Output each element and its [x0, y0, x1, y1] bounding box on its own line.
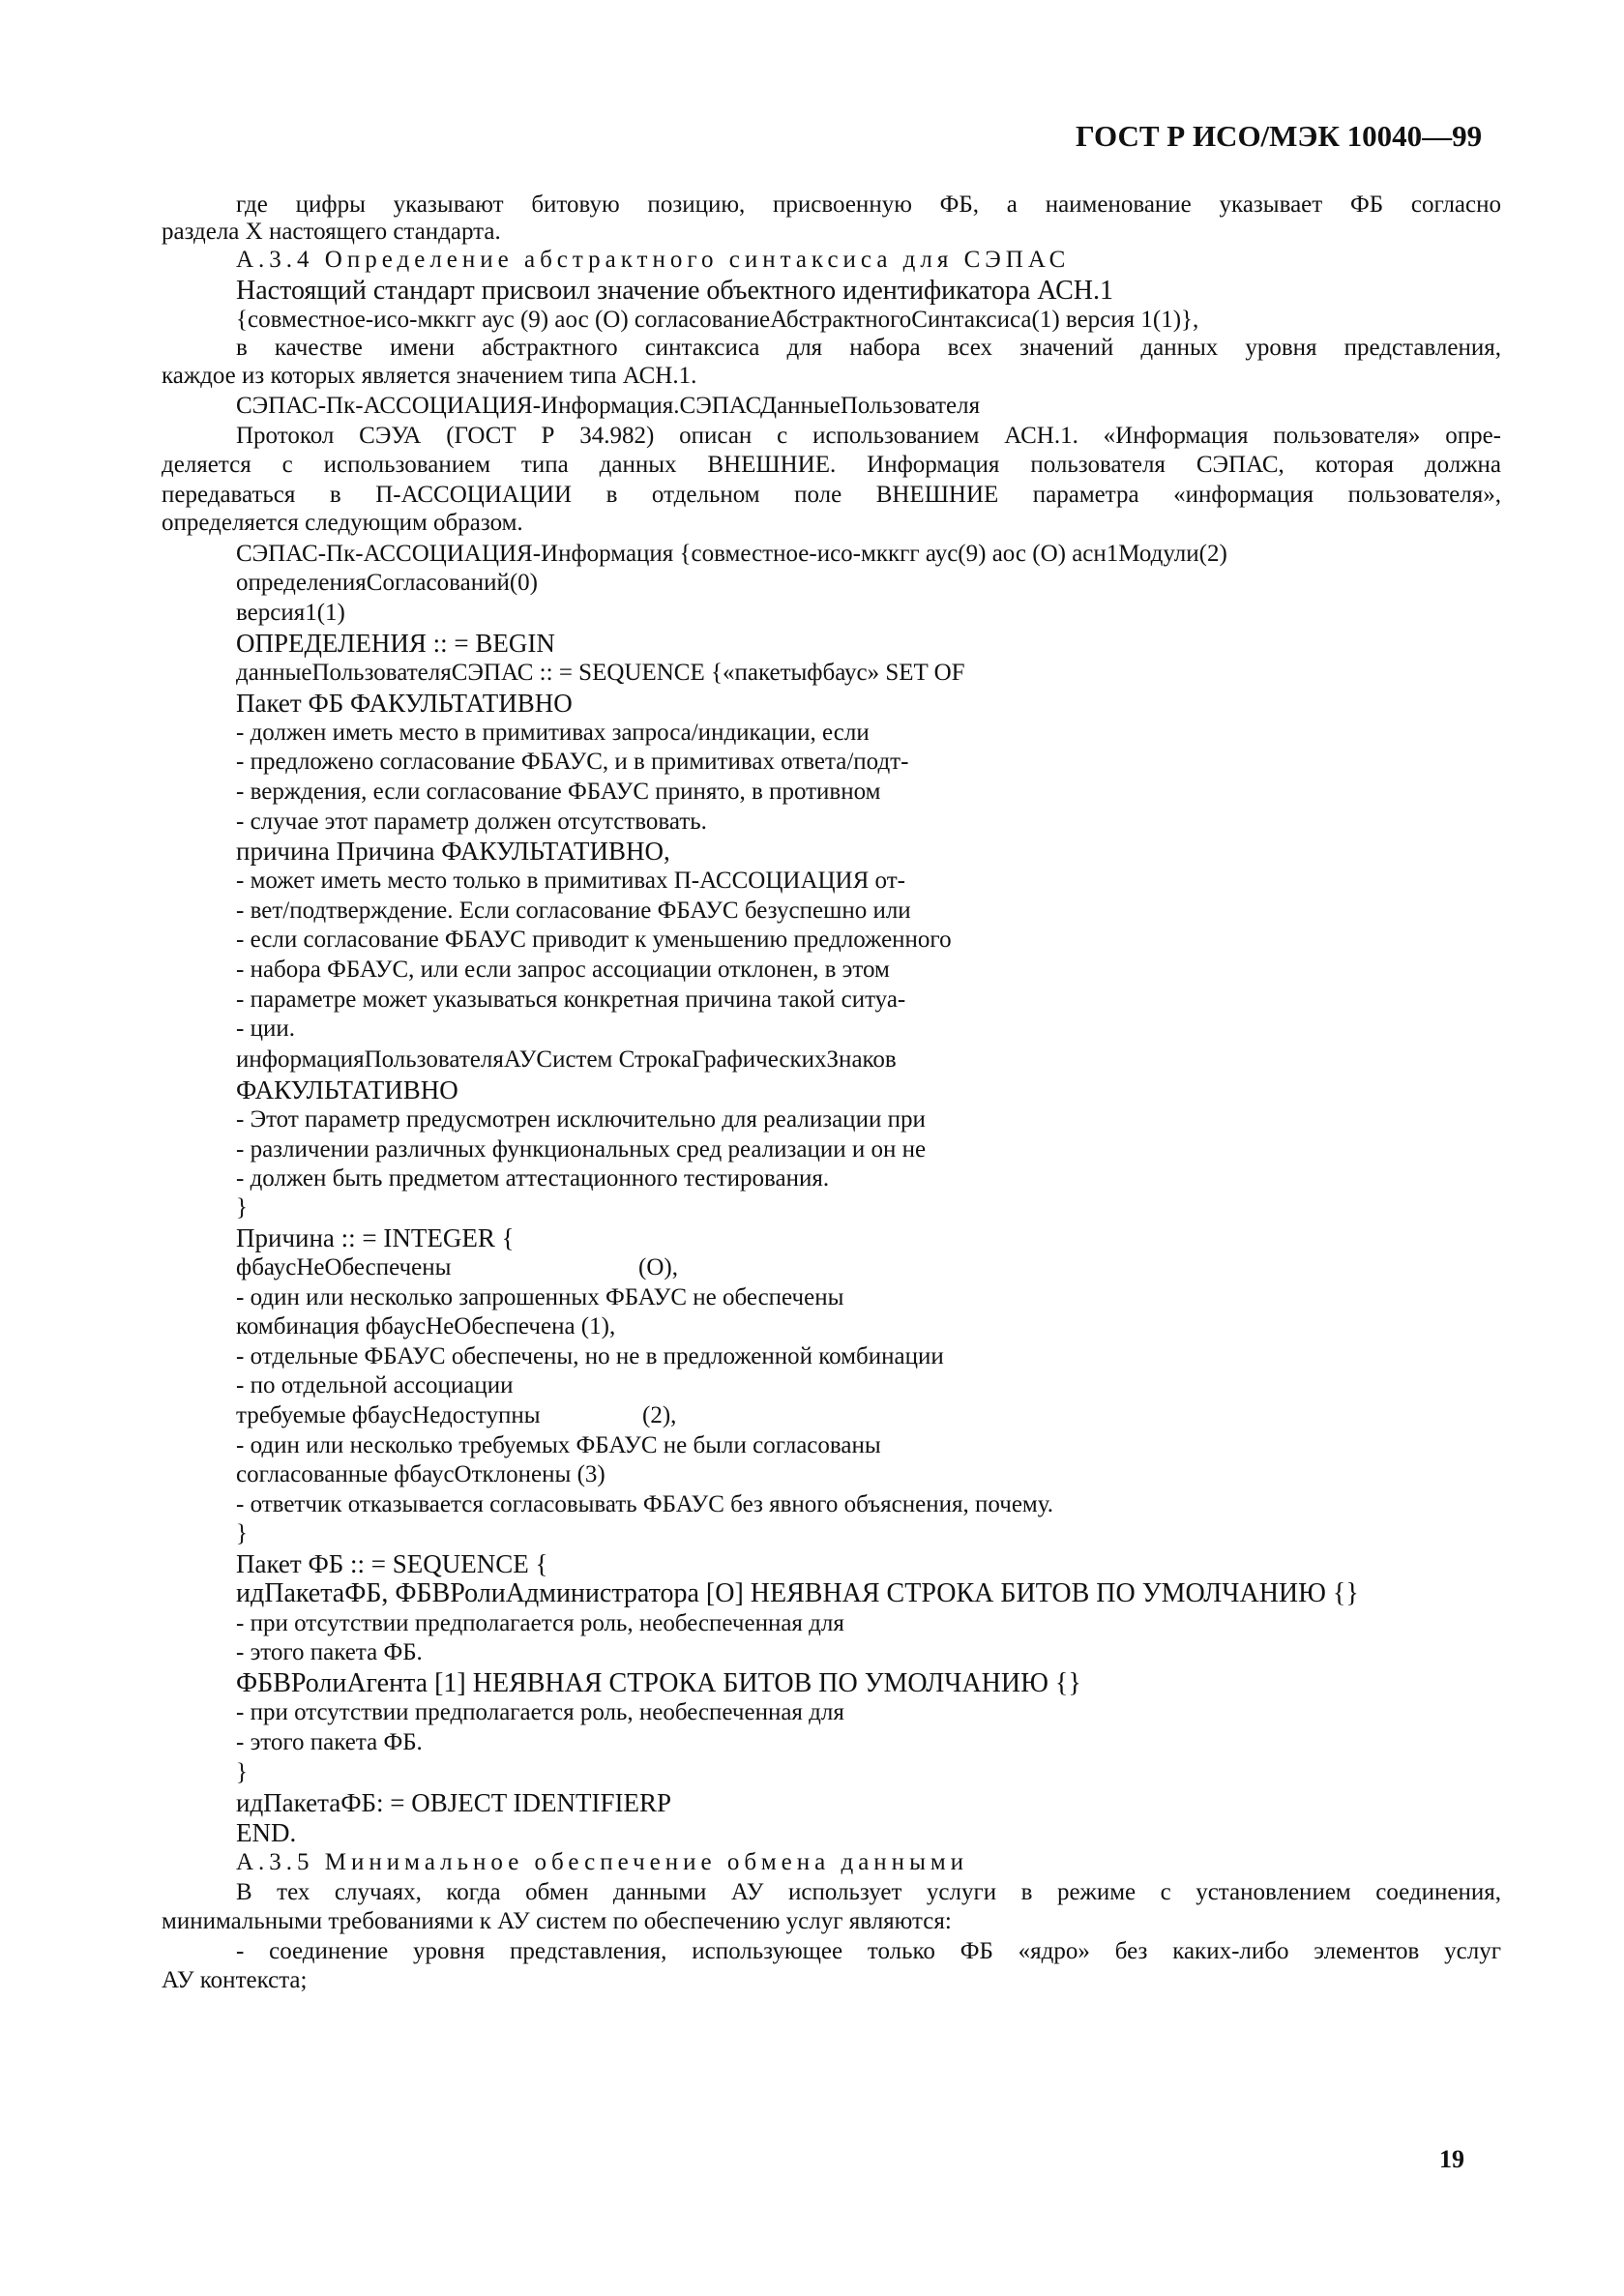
text-line: определяется следующим образом. — [162, 510, 523, 536]
text-line: - этого пакета ФБ. — [236, 1729, 423, 1755]
text-line: - может иметь место только в примитивах П-АССОЦИАЦИЯ от- — [236, 868, 905, 894]
closing-brace: } — [236, 1759, 248, 1785]
text-line: - случае этот параметр должен отсутствовать. — [236, 809, 707, 835]
text-line: - по отдельной ассоциации — [236, 1372, 514, 1398]
text-line: требуемые фбаусНедоступны — [236, 1402, 541, 1428]
text-line: идПакетаФБ: = OBJECT IDENTIFIERP — [236, 1788, 672, 1817]
closing-brace: } — [236, 1520, 248, 1546]
text-line: - при отсутствии предполагается роль, необеспеченная для — [236, 1699, 844, 1725]
text-line: каждое из которых является значением типа АСН.1. — [162, 363, 697, 389]
text-line: деляется с использованием типа данных ВНЕШНИЕ. Информация пользователя СЭПАС, которая должна — [162, 452, 1501, 478]
text-line: - отдельные ФБАУС обеспечены, но не в предложенной комбинации — [236, 1343, 944, 1369]
text-line: информацияПользователяАУСистем СтрокаГрафическихЗнаков — [236, 1046, 897, 1073]
page-header: ГОСТ Р ИСО/МЭК 10040—99 — [1076, 119, 1483, 153]
text-line: - Этот параметр предусмотрен исключительно для реализации при — [236, 1106, 926, 1133]
text-line: - вет/подтверждение. Если согласование ФБАУС безуспешно или — [236, 898, 911, 924]
text-line: передаваться в П-АССОЦИАЦИИ в отдельном поле ВНЕШНИЕ параметра «информация пользователя», — [162, 482, 1501, 508]
text-line: - верждения, если согласование ФБАУС принято, в противном — [236, 779, 881, 805]
text-line: - этого пакета ФБ. — [236, 1639, 423, 1665]
closing-brace: } — [236, 1194, 248, 1221]
text-line-value: (2), — [642, 1402, 677, 1428]
text-line: - один или несколько требуемых ФБАУС не были согласованы — [236, 1432, 881, 1458]
text-line: данныеПользователяСЭПАС :: = SEQUENCE {«пакетыфбаус» SET OF — [236, 660, 965, 686]
text-line: - должен быть предметом аттестационного тестирования. — [236, 1165, 830, 1192]
text-line: - предложено согласование ФБАУС, и в примитивах ответа/подт- — [236, 749, 909, 775]
text-line: версия1(1) — [236, 600, 345, 626]
page-number: 19 — [1439, 2145, 1464, 2173]
text-line: фбаусНеОбеспечены — [236, 1254, 452, 1280]
text-line: - различении различных функциональных сред реализации и он не — [236, 1136, 927, 1163]
text-line: - набора ФБАУС, или если запрос ассоциации отклонен, в этом — [236, 957, 890, 983]
text-line: ФАКУЛЬТАТИВНО — [236, 1075, 458, 1104]
text-line: - ответчик отказывается согласовывать ФБАУС без явного объяснения, почему. — [236, 1491, 1053, 1517]
text-line: Настоящий стандарт присвоил значение объектного идентификатора АСН.1 — [236, 276, 1114, 306]
section-heading: А.3.4 Определение абстрактного синтаксиса для СЭПАС — [236, 247, 1071, 273]
text-line: ФБВРолиАгента [1] НЕЯВНАЯ СТРОКА БИТОВ ПО УМОЛЧАНИЮ {} — [236, 1668, 1081, 1698]
text-line: {совместное-исо-мккгг аус (9) аос (О) согласованиеАбстрактногоСинтаксиса(1) версия 1(1)}, — [236, 307, 1199, 333]
text-line: СЭПАС-Пк-АССОЦИАЦИЯ-Информация.СЭПАСДанныеПользователя — [236, 393, 981, 419]
text-line: СЭПАС-Пк-АССОЦИАЦИЯ-Информация {совместное-исо-мккгг аус(9) аос (О) асн1Модули(2) — [236, 541, 1227, 567]
text-line: причина Причина ФАКУЛЬТАТИВНО, — [236, 837, 670, 866]
text-line: АУ контекста; — [162, 1967, 308, 1993]
text-line: идПакетаФБ, ФБВРолиАдминистратора [О] НЕЯВНАЯ СТРОКА БИТОВ ПО УМОЛЧАНИЮ {} — [236, 1578, 1359, 1608]
text-line: - если согласование ФБАУС приводит к уменьшению предложенного — [236, 927, 952, 953]
text-line: где цифры указывают битовую позицию, присвоенную ФБ, а наименование указывает ФБ согласно — [236, 191, 1501, 218]
text-line: - параметре может указываться конкретная причина такой ситуа- — [236, 986, 906, 1013]
text-line-value: (О), — [638, 1254, 678, 1280]
text-line: комбинация фбаусНеОбеспечена (1), — [236, 1313, 616, 1339]
text-line: Пакет ФБ :: = SEQUENCE { — [236, 1549, 548, 1578]
text-line: - ции. — [236, 1016, 295, 1042]
text-line: В тех случаях, когда обмен данными АУ использует услуги в режиме с установлением соединения, — [236, 1879, 1501, 1905]
text-line: - должен иметь место в примитивах запроса/индикации, если — [236, 720, 870, 746]
text-line: в качестве имени абстрактного синтаксиса для набора всех значений данных уровня представления, — [236, 335, 1501, 361]
text-line: Пакет ФБ ФАКУЛЬТАТИВНО — [236, 689, 573, 718]
text-line: - соединение уровня представления, использующее только ФБ «ядро» без каких-либо элементов услуг — [236, 1938, 1501, 1964]
text-line: - при отсутствии предполагается роль, необеспеченная для — [236, 1610, 844, 1636]
text-line: минимальными требованиями к АУ систем по обеспечению услуг являются: — [162, 1908, 952, 1934]
text-line: раздела X настоящего стандарта. — [162, 219, 501, 245]
section-heading: А.3.5 Минимальное обеспечение обмена данными — [236, 1849, 969, 1875]
text-line: Протокол СЭУА (ГОСТ Р 34.982) описан с использованием АСН.1. «Информация пользователя» опре- — [236, 423, 1501, 449]
text-line: ОПРЕДЕЛЕНИЯ :: = BEGIN — [236, 629, 555, 658]
text-line: определенияСогласований(0) — [236, 570, 538, 596]
text-line: Причина :: = INTEGER { — [236, 1223, 515, 1252]
text-line: - один или несколько запрошенных ФБАУС не обеспечены — [236, 1284, 844, 1310]
text-line: END. — [236, 1818, 297, 1847]
text-line: согласованные фбаусОтклонены (3) — [236, 1461, 605, 1487]
